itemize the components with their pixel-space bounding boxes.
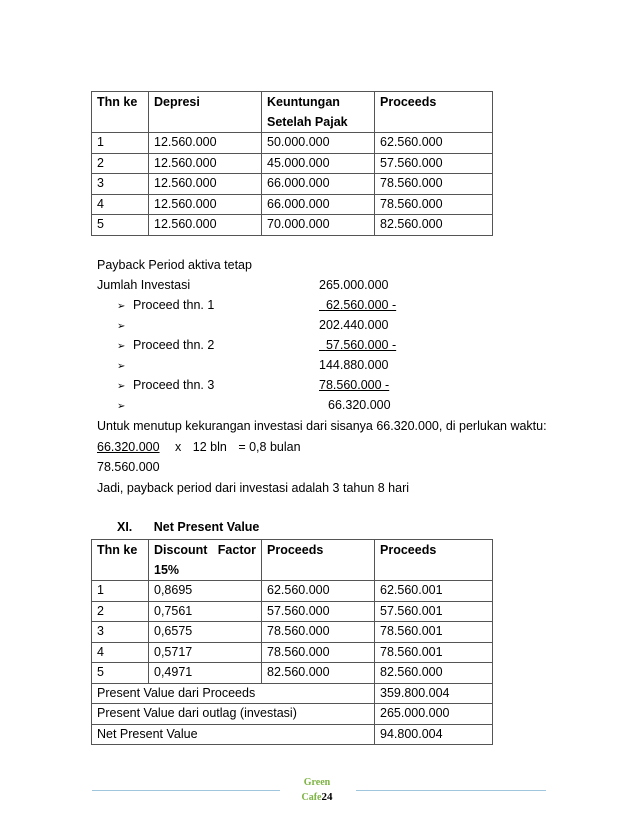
table-header-row xyxy=(92,540,493,581)
table-cell: 62.560.000 xyxy=(262,581,375,602)
table-cell: 1 xyxy=(92,133,149,154)
list-item-value xyxy=(319,297,396,313)
footer-brand xyxy=(282,776,352,805)
table-cell: 78.560.001 xyxy=(375,622,493,643)
table-row xyxy=(92,133,493,154)
footer-brand-line2: Cafe24 xyxy=(301,791,333,803)
table-cell: 62.560.000 xyxy=(375,133,493,154)
table-row xyxy=(92,622,493,643)
list-item xyxy=(117,377,214,395)
list-item xyxy=(117,357,133,375)
untuk-text: Untuk menutup kekurangan investasi dari sisanya 66.320.000, di perlukan waktu: xyxy=(97,419,547,433)
underlined-value: 62.560.000 - xyxy=(325,298,397,312)
proceeds-table xyxy=(91,91,493,236)
header-thn-ke: Thn ke xyxy=(92,540,149,581)
header-discount-factor xyxy=(149,540,262,581)
jumlah-investasi-value: 265.000.000 xyxy=(319,278,389,292)
calc-numerator: 66.320.000 xyxy=(97,440,160,454)
page-number: 24 xyxy=(321,791,333,803)
header-thn-ke: Thn ke xyxy=(92,92,149,133)
list-item xyxy=(117,317,133,335)
header-keuntungan-line2: Setelah Pajak xyxy=(267,115,348,129)
list-item xyxy=(117,397,133,415)
conclusion-text: Jadi, payback period dari investasi adalah 3 tahun 8 hari xyxy=(97,481,410,495)
section-heading xyxy=(117,519,259,535)
list-item-label: Proceed thn. 3 xyxy=(133,378,215,392)
table-row xyxy=(92,581,493,602)
table-cell: 57.560.001 xyxy=(375,601,493,622)
table-row xyxy=(92,642,493,663)
list-item-label: Proceed thn. 1 xyxy=(133,298,215,312)
table-cell: 12.560.000 xyxy=(149,133,262,154)
arrow-bullet-icon: ➢ xyxy=(117,341,126,352)
table-row xyxy=(92,215,493,236)
table-cell: 78.560.001 xyxy=(375,642,493,663)
table-cell: 12.560.000 xyxy=(149,153,262,174)
header-keuntungan xyxy=(262,92,375,133)
summary-row xyxy=(92,683,493,704)
table-cell: 3 xyxy=(92,622,149,643)
list-item xyxy=(117,337,214,355)
header-keuntungan-line1: Keuntungan xyxy=(267,95,340,109)
table-cell: 82.560.000 xyxy=(375,215,493,236)
table-row xyxy=(92,174,493,195)
arrow-bullet-icon: ➢ xyxy=(117,401,126,412)
jumlah-investasi-label: Jumlah Investasi xyxy=(97,278,191,292)
footer-brand-line1: Green xyxy=(303,777,331,788)
calc-times: x xyxy=(175,440,182,454)
underlined-value: 78.560.000 - xyxy=(319,378,390,392)
table-cell: 0,7561 xyxy=(149,601,262,622)
table-cell: 0,5717 xyxy=(149,642,262,663)
list-item-value: 66.320.000 xyxy=(328,398,391,412)
header-discount-rate: 15% xyxy=(154,563,180,577)
table-cell: 12.560.000 xyxy=(149,174,262,195)
payback-title: Payback Period aktiva tetap xyxy=(97,258,252,272)
table-cell: 82.560.000 xyxy=(375,663,493,684)
calc-months: 12 bln xyxy=(192,440,227,454)
summary-label: Present Value dari outlag (investasi) xyxy=(92,704,375,725)
list-item-value: 202.440.000 xyxy=(319,318,389,332)
npv-table xyxy=(91,539,493,745)
table-cell: 45.000.000 xyxy=(262,153,375,174)
table-row xyxy=(92,194,493,215)
table-cell: 5 xyxy=(92,663,149,684)
list-item-value: 144.880.000 xyxy=(319,358,389,372)
table-row xyxy=(92,601,493,622)
arrow-bullet-icon: ➢ xyxy=(117,381,126,392)
header-factor-word: Factor xyxy=(217,543,256,557)
table-cell: 5 xyxy=(92,215,149,236)
summary-label: Net Present Value xyxy=(92,724,375,745)
footer-divider-right xyxy=(356,790,546,791)
summary-label: Present Value dari Proceeds xyxy=(92,683,375,704)
summary-row xyxy=(92,724,493,745)
header-discount-word: Discount xyxy=(154,543,208,557)
table-cell: 0,6575 xyxy=(149,622,262,643)
table-cell: 66.000.000 xyxy=(262,174,375,195)
header-proceeds: Proceeds xyxy=(262,540,375,581)
table-row xyxy=(92,153,493,174)
footer-divider-left xyxy=(92,790,280,791)
list-item-value xyxy=(319,337,396,353)
table-cell: 78.560.000 xyxy=(262,622,375,643)
list-item xyxy=(117,297,214,315)
table-cell: 12.560.000 xyxy=(149,194,262,215)
header-proceeds-pv: Proceeds xyxy=(375,540,493,581)
arrow-bullet-icon: ➢ xyxy=(117,361,126,372)
calc-line xyxy=(97,439,301,455)
underlined-value: 57.560.000 - xyxy=(325,338,397,352)
table-cell: 78.560.000 xyxy=(375,194,493,215)
table-cell: 78.560.000 xyxy=(375,174,493,195)
calc-denominator: 78.560.000 xyxy=(97,460,160,474)
table-cell: 82.560.000 xyxy=(262,663,375,684)
table-cell: 4 xyxy=(92,194,149,215)
table-header-row xyxy=(92,92,493,133)
section-title: Net Present Value xyxy=(153,520,260,534)
calc-result: = 0,8 bulan xyxy=(238,440,301,454)
table-cell: 2 xyxy=(92,153,149,174)
table-cell: 3 xyxy=(92,174,149,195)
arrow-bullet-icon: ➢ xyxy=(117,321,126,332)
summary-value: 94.800.004 xyxy=(375,724,493,745)
table-cell: 2 xyxy=(92,601,149,622)
table-cell: 78.560.000 xyxy=(262,642,375,663)
table-cell: 62.560.001 xyxy=(375,581,493,602)
table-cell: 12.560.000 xyxy=(149,215,262,236)
table-cell: 57.560.000 xyxy=(262,601,375,622)
list-item-label: Proceed thn. 2 xyxy=(133,338,215,352)
header-proceeds: Proceeds xyxy=(375,92,493,133)
table-cell: 66.000.000 xyxy=(262,194,375,215)
table-cell: 0,4971 xyxy=(149,663,262,684)
table-cell: 0,8695 xyxy=(149,581,262,602)
header-depresi: Depresi xyxy=(149,92,262,133)
table-cell: 70.000.000 xyxy=(262,215,375,236)
table-row xyxy=(92,663,493,684)
summary-value: 359.800.004 xyxy=(375,683,493,704)
section-number: XI. xyxy=(117,520,133,534)
list-item-value xyxy=(319,377,389,393)
summary-value: 265.000.000 xyxy=(375,704,493,725)
table-cell: 50.000.000 xyxy=(262,133,375,154)
summary-row xyxy=(92,704,493,725)
table-cell: 1 xyxy=(92,581,149,602)
table-cell: 4 xyxy=(92,642,149,663)
table-cell: 57.560.000 xyxy=(375,153,493,174)
arrow-bullet-icon: ➢ xyxy=(117,301,126,312)
